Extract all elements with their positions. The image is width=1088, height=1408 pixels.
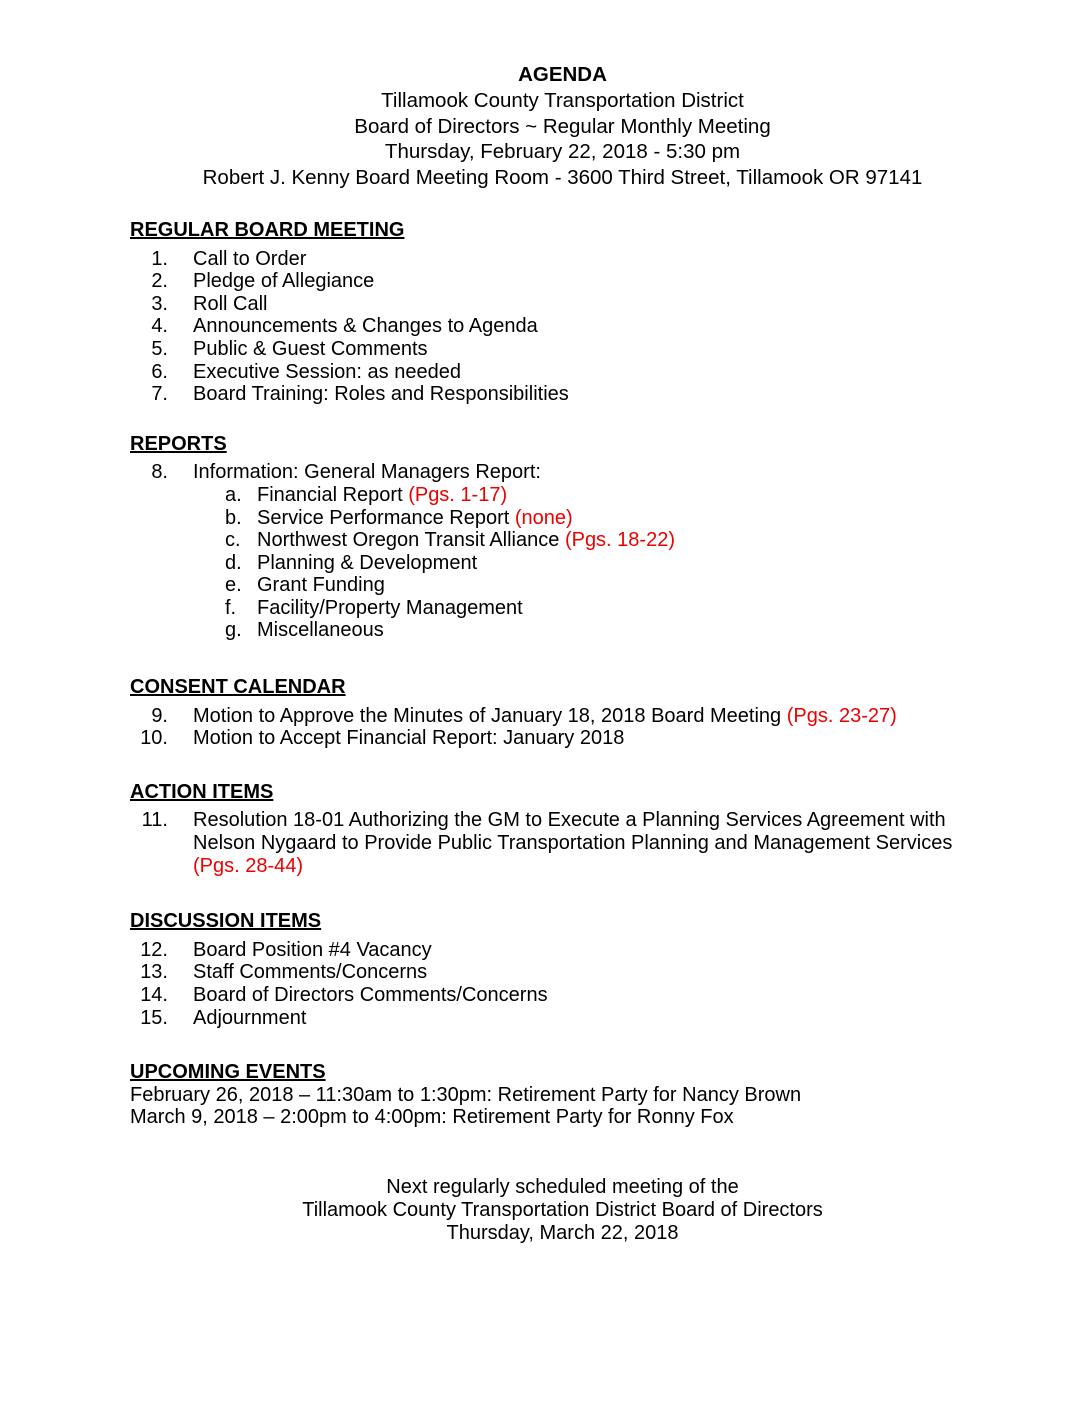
- report-subitem-f: [225, 597, 995, 620]
- section-heading-reports: REPORTS: [130, 432, 227, 455]
- item-number: 2.: [151, 270, 168, 293]
- subitem-text: Miscellaneous: [257, 619, 384, 642]
- item-text-wrap: [193, 727, 995, 750]
- item-text: Motion to Approve the Minutes of January 18, 2018 Board Meeting: [193, 704, 782, 727]
- header-location: Robert J. Kenny Board Meeting Room - 3600 Third Street, Tillamook OR 97141: [202, 166, 923, 190]
- section-upcoming-events: [130, 1061, 995, 1129]
- item-number: 10.: [140, 727, 168, 750]
- item-number: 3.: [151, 292, 168, 315]
- agenda-item-3: [130, 293, 995, 316]
- report-subitem-a: [225, 484, 995, 507]
- item-text: Public & Guest Comments: [193, 337, 428, 360]
- item-text: Announcements & Changes to Agenda: [193, 315, 538, 338]
- subitem-text: Financial Report: [257, 483, 403, 506]
- header-datetime: Thursday, February 22, 2018 - 5:30 pm: [384, 140, 741, 164]
- subitem-text-wrap: [257, 507, 995, 530]
- item-text-wrap: [193, 705, 995, 728]
- item-number: 15.: [140, 1006, 168, 1029]
- regular-board-meeting-items: [130, 248, 995, 406]
- item-number: 5.: [151, 337, 168, 360]
- report-subitem-e: [225, 574, 995, 597]
- document-header: [130, 62, 995, 191]
- section-heading-discussion-items: DISCUSSION ITEMS: [130, 910, 322, 933]
- item-number: 13.: [140, 961, 168, 984]
- item-number: 6.: [151, 360, 168, 383]
- report-subitem-c: [225, 529, 995, 552]
- subitem-letter: g.: [225, 619, 242, 642]
- agenda-item-12: [130, 939, 995, 962]
- item-text: Board Position #4 Vacancy: [193, 938, 432, 961]
- item-text: Board Training: Roles and Responsibilities: [193, 383, 569, 406]
- report-subitems: [225, 484, 995, 642]
- subitem-letter: b.: [225, 506, 242, 529]
- footer-line-2: Tillamook County Transportation District Board of Directors: [302, 1198, 823, 1221]
- page-ref: (Pgs. 18-22): [564, 529, 675, 552]
- item-text-wrap: [193, 809, 995, 877]
- page-ref: (Pgs. 23-27): [786, 704, 897, 727]
- agenda-item-2: [130, 270, 995, 293]
- agenda-item-14: [130, 984, 995, 1007]
- subitem-text-wrap: [257, 597, 995, 620]
- item-number: 12.: [140, 938, 168, 961]
- subitem-text: Northwest Oregon Transit Alliance: [257, 529, 560, 552]
- subitem-letter: f.: [225, 596, 237, 619]
- section-heading-regular-board-meeting: REGULAR BOARD MEETING: [130, 218, 405, 241]
- subitem-letter: e.: [225, 574, 242, 597]
- section-action-items: [130, 781, 995, 877]
- document-title: AGENDA: [518, 63, 607, 86]
- section-discussion-items: [130, 910, 995, 1029]
- agenda-item-7: [130, 383, 995, 406]
- item-text: Board of Directors Comments/Concerns: [193, 984, 548, 1007]
- subitem-text-wrap: [257, 574, 995, 597]
- event-line-1: February 26, 2018 – 11:30am to 1:30pm: Retirement Party for Nancy Brown: [130, 1083, 802, 1106]
- item-text: Pledge of Allegiance: [193, 270, 375, 293]
- report-subitem-d: [225, 552, 995, 575]
- item-text: Roll Call: [193, 292, 268, 315]
- subitem-text: Planning & Development: [257, 551, 478, 574]
- discussion-items-list: [130, 939, 995, 1029]
- action-items-list: [130, 809, 995, 877]
- page-ref: (Pgs. 28-44): [193, 854, 304, 877]
- item-text: Information: General Managers Report:: [193, 461, 541, 484]
- report-subitem-b: [225, 507, 995, 530]
- item-text: Adjournment: [193, 1006, 307, 1029]
- subitem-text: Grant Funding: [257, 574, 385, 597]
- section-reports: [130, 433, 995, 642]
- agenda-item-4: [130, 315, 995, 338]
- subitem-letter: c.: [225, 529, 241, 552]
- subitem-letter: a.: [225, 483, 242, 506]
- agenda-item-10: [130, 727, 995, 750]
- item-number: 1.: [151, 247, 168, 270]
- item-text: Motion to Accept Financial Report: January 2018: [193, 727, 625, 750]
- section-regular-board-meeting: [130, 219, 995, 406]
- item-number: 7.: [151, 383, 168, 406]
- page-ref: (Pgs. 1-17): [408, 483, 508, 506]
- agenda-item-15: [130, 1007, 995, 1030]
- item-number: 11.: [141, 809, 168, 832]
- item-text: Call to Order: [193, 247, 307, 270]
- report-subitem-g: [225, 619, 995, 642]
- item-number: 8.: [151, 461, 168, 484]
- agenda-item-6: [130, 361, 995, 384]
- subitem-text: Facility/Property Management: [257, 596, 523, 619]
- upcoming-events-list: [130, 1084, 995, 1129]
- subitem-text-wrap: [257, 552, 995, 575]
- subitem-text: Service Performance Report: [257, 506, 510, 529]
- subitem-text-wrap: [257, 619, 995, 642]
- agenda-item-9: [130, 705, 995, 728]
- subitem-letter: d.: [225, 551, 242, 574]
- item-number: 9.: [151, 704, 168, 727]
- header-meeting-type: Board of Directors ~ Regular Monthly Meeting: [354, 114, 771, 138]
- item-text: Executive Session: as needed: [193, 360, 461, 383]
- page-ref: (none): [514, 506, 573, 529]
- item-text: Staff Comments/Concerns: [193, 961, 428, 984]
- subitem-text-wrap: [257, 529, 995, 552]
- document-footer: [130, 1176, 995, 1245]
- section-heading-upcoming-events: UPCOMING EVENTS: [130, 1061, 326, 1084]
- item-text: Resolution 18-01 Authorizing the GM to Execute a Planning Services Agreement with Nelson Nygaard to Provide Public Transportation Planning and Management Services: [193, 809, 953, 855]
- header-organization: Tillamook County Transportation District: [381, 88, 744, 112]
- footer-line-3: Thursday, March 22, 2018: [446, 1221, 679, 1244]
- subitem-text-wrap: [257, 484, 995, 507]
- agenda-item-1: [130, 248, 995, 271]
- section-consent-calendar: [130, 676, 995, 750]
- section-heading-action-items: ACTION ITEMS: [130, 780, 274, 803]
- reports-items: [130, 461, 995, 642]
- item-number: 4.: [151, 315, 168, 338]
- agenda-item-13: [130, 961, 995, 984]
- agenda-item-5: [130, 338, 995, 361]
- footer-line-1: Next regularly scheduled meeting of the: [386, 1175, 739, 1198]
- event-line-2: March 9, 2018 – 2:00pm to 4:00pm: Retirement Party for Ronny Fox: [130, 1106, 734, 1129]
- item-number: 14.: [140, 984, 168, 1007]
- agenda-item-11: [130, 809, 995, 877]
- consent-calendar-items: [130, 705, 995, 750]
- section-heading-consent-calendar: CONSENT CALENDAR: [130, 676, 346, 699]
- agenda-item-8: [130, 461, 995, 484]
